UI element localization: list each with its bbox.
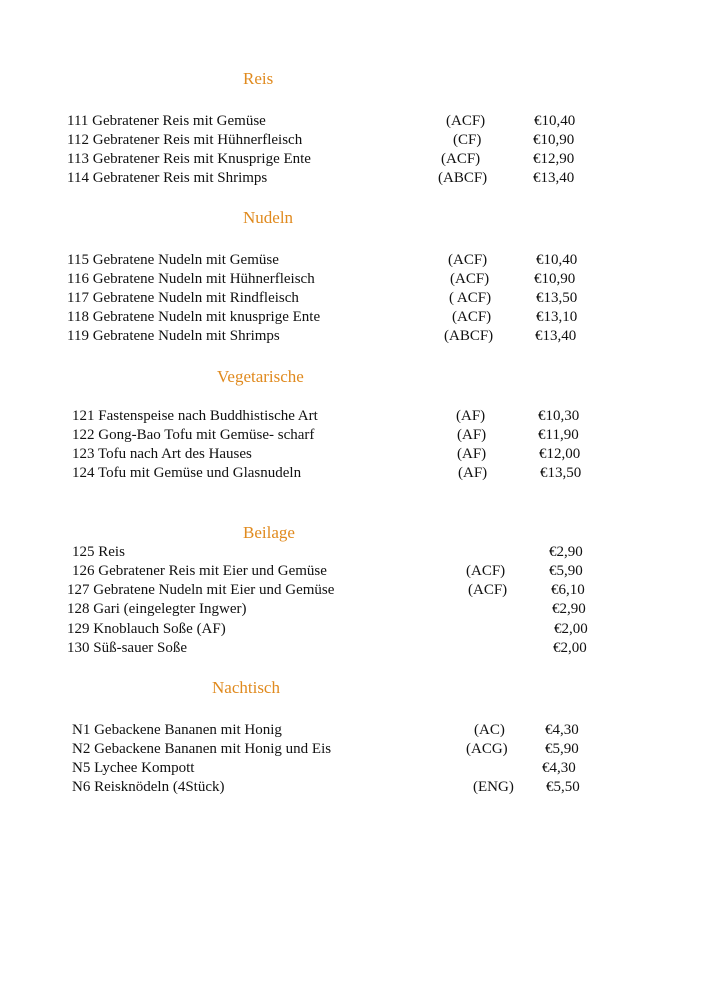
menu-item xyxy=(72,464,672,483)
item-allergens: (ACF) xyxy=(446,113,486,129)
item-price: €5,90 xyxy=(549,563,583,579)
item-name: 121 Fastenspeise nach Buddhistische Art xyxy=(72,408,318,424)
item-name: 130 Süß-sauer Soße xyxy=(67,640,187,656)
item-price: €10,90 xyxy=(534,271,576,287)
section-title-nachtisch: Nachtisch xyxy=(212,678,280,697)
section-title-vegetarische: Vegetarische xyxy=(217,367,304,386)
item-name: 122 Gong-Bao Tofu mit Gemüse- scharf xyxy=(72,427,315,443)
item-price: €2,90 xyxy=(552,601,586,617)
item-allergens: (ACF) xyxy=(452,309,492,325)
menu-item xyxy=(72,407,672,426)
item-name: 116 Gebratene Nudeln mit Hühnerfleisch xyxy=(67,271,315,287)
item-allergens: (ACG) xyxy=(466,741,508,757)
item-name: 125 Reis xyxy=(72,544,125,560)
item-name: 113 Gebratener Reis mit Knusprige Ente xyxy=(67,151,311,167)
item-name: N6 Reisknödeln (4Stück) xyxy=(72,779,225,795)
menu-item xyxy=(67,600,667,619)
menu-item xyxy=(67,131,667,150)
item-price: €11,90 xyxy=(538,427,579,443)
menu-item xyxy=(72,562,672,581)
item-allergens: (AF) xyxy=(458,465,488,481)
section-title-nudeln: Nudeln xyxy=(243,208,294,227)
item-price: €13,50 xyxy=(536,290,578,306)
item-price: €2,00 xyxy=(553,640,587,656)
item-name: N1 Gebackene Bananen mit Honig xyxy=(72,722,282,738)
item-allergens: (ACF) xyxy=(466,563,506,579)
item-allergens: (ACF) xyxy=(468,582,508,598)
item-price: €5,90 xyxy=(545,741,579,757)
item-allergens: (ACF) xyxy=(441,151,481,167)
item-allergens: (ENG) xyxy=(473,779,514,795)
menu-item xyxy=(67,270,667,289)
item-price: €2,90 xyxy=(549,544,583,560)
item-price: €13,10 xyxy=(536,309,578,325)
item-name: 115 Gebratene Nudeln mit Gemüse xyxy=(67,252,279,268)
item-price: €4,30 xyxy=(542,760,576,776)
item-allergens: ( ACF) xyxy=(449,290,492,306)
item-allergens: (AC) xyxy=(474,722,505,738)
item-price: €10,40 xyxy=(534,113,576,129)
item-name: N2 Gebackene Bananen mit Honig und Eis xyxy=(72,741,332,757)
menu-item xyxy=(67,169,667,188)
menu-item xyxy=(72,740,672,759)
item-name: 123 Tofu nach Art des Hauses xyxy=(72,446,252,462)
section-title-beilage: Beilage xyxy=(243,523,295,542)
menu-item xyxy=(67,581,667,600)
item-name: 124 Tofu mit Gemüse und Glasnudeln xyxy=(72,465,302,481)
item-name: 117 Gebratene Nudeln mit Rindfleisch xyxy=(67,290,299,306)
item-name: N5 Lychee Kompott xyxy=(72,760,195,776)
item-price: €12,90 xyxy=(533,151,575,167)
item-name: 126 Gebratener Reis mit Eier und Gemüse xyxy=(72,563,327,579)
menu-item xyxy=(72,778,672,797)
item-name: 111 Gebratener Reis mit Gemüse xyxy=(67,113,266,129)
item-price: €10,90 xyxy=(533,132,575,148)
item-price: €4,30 xyxy=(545,722,579,738)
item-name: 112 Gebratener Reis mit Hühnerfleisch xyxy=(67,132,303,148)
section-title-reis: Reis xyxy=(243,69,274,88)
item-price: €5,50 xyxy=(546,779,580,795)
item-name: 127 Gebratene Nudeln mit Eier und Gemüse xyxy=(67,582,335,598)
menu-item xyxy=(72,759,672,778)
item-allergens: (AF) xyxy=(457,427,487,443)
menu-item xyxy=(72,426,672,445)
item-name: 118 Gebratene Nudeln mit knusprige Ente xyxy=(67,309,321,325)
item-price: €10,40 xyxy=(536,252,578,268)
item-price: €13,40 xyxy=(535,328,577,344)
item-allergens: (AF) xyxy=(456,408,486,424)
item-allergens: (ABCF) xyxy=(438,170,488,186)
menu-item xyxy=(72,721,672,740)
menu-item xyxy=(67,639,667,658)
item-price: €10,30 xyxy=(538,408,580,424)
menu-item xyxy=(72,445,672,464)
menu-item xyxy=(67,289,667,308)
item-price: €13,50 xyxy=(540,465,582,481)
menu-item xyxy=(67,112,667,131)
menu-item xyxy=(67,251,667,270)
item-price: €12,00 xyxy=(539,446,581,462)
item-allergens: (CF) xyxy=(453,132,482,148)
item-name: 129 Knoblauch Soße (AF) xyxy=(67,621,226,637)
item-price: €2,00 xyxy=(554,621,588,637)
menu-item xyxy=(67,150,667,169)
item-allergens: (AF) xyxy=(457,446,487,462)
item-price: €13,40 xyxy=(533,170,575,186)
menu-item xyxy=(67,620,667,639)
menu-item xyxy=(67,308,667,327)
item-name: 114 Gebratener Reis mit Shrimps xyxy=(67,170,268,186)
item-price: €6,10 xyxy=(551,582,585,598)
menu-item xyxy=(67,327,667,346)
item-allergens: (ABCF) xyxy=(444,328,494,344)
item-name: 128 Gari (eingelegter Ingwer) xyxy=(67,601,247,617)
item-name: 119 Gebratene Nudeln mit Shrimps xyxy=(67,328,280,344)
item-allergens: (ACF) xyxy=(448,252,488,268)
menu-item xyxy=(72,543,672,562)
item-allergens: (ACF) xyxy=(450,271,490,287)
